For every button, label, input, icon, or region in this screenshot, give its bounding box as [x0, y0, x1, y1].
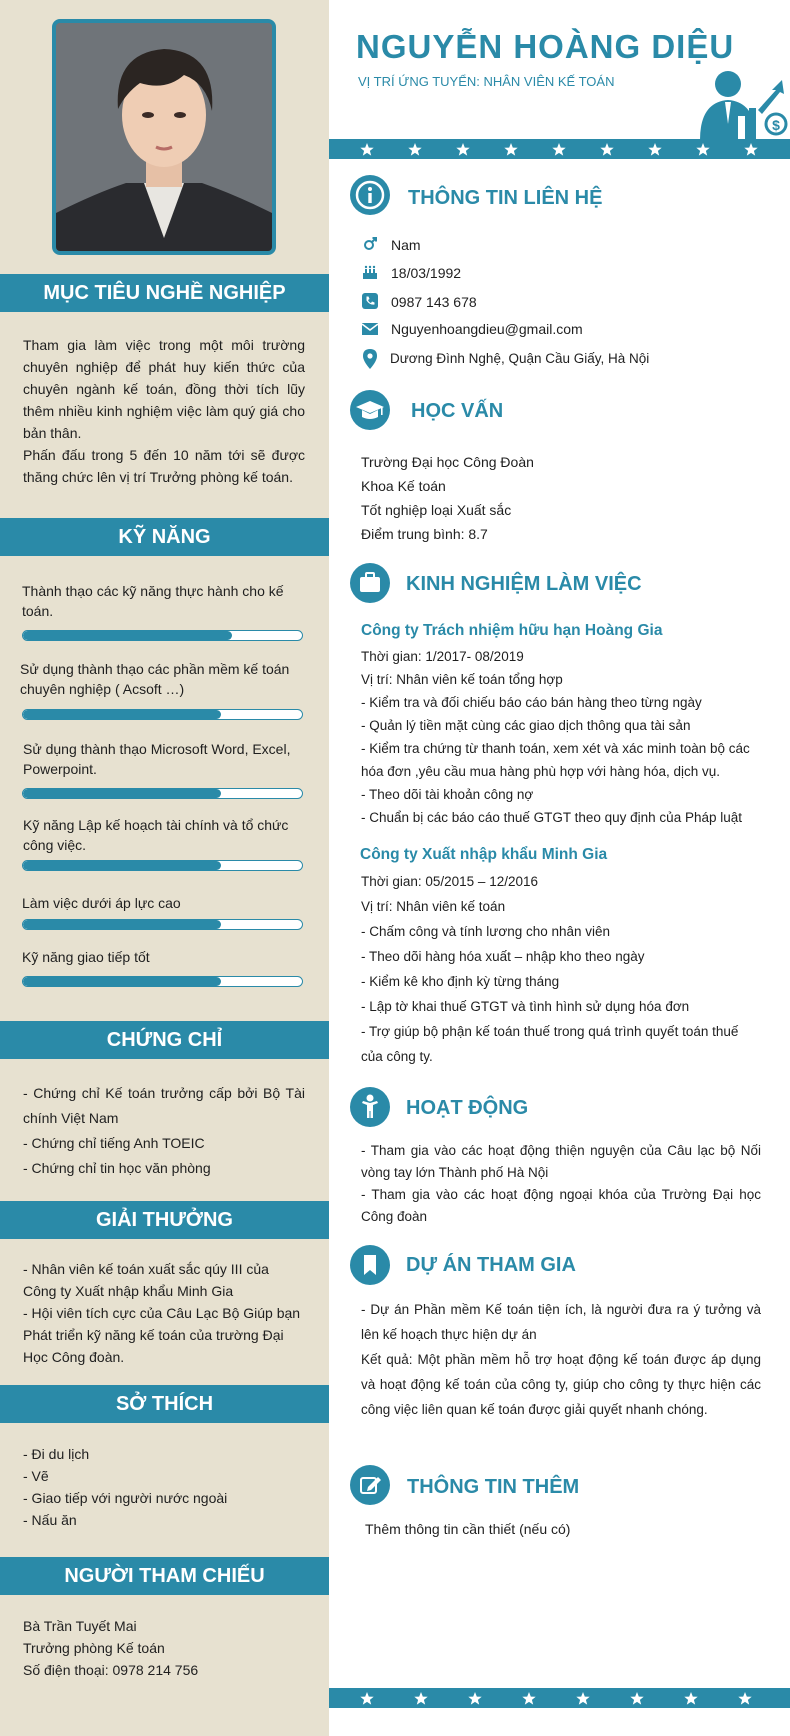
objective-heading: MỤC TIÊU NGHỀ NGHIỆP — [0, 274, 329, 312]
activities-heading: HOẠT ĐỘNG — [406, 1097, 529, 1119]
education-details — [361, 450, 761, 546]
education-line: Tốt nghiệp loại Xuất sắc — [361, 502, 512, 518]
svg-text:$: $ — [772, 117, 780, 133]
job-line: Thời gian: 05/2015 – 12/2016 — [361, 874, 538, 889]
skill-level-bar — [22, 860, 303, 871]
businessman-growth-icon — [698, 68, 790, 140]
star-icon — [738, 1692, 751, 1705]
star-row — [329, 1688, 790, 1708]
references-list — [23, 1615, 305, 1681]
star-icon — [414, 1692, 427, 1705]
activities-list — [361, 1140, 761, 1228]
job-line: - Trợ giúp bộ phận kế toán thuế trong quá trình quyết toán thuế của công ty. — [361, 1024, 739, 1064]
star-icon — [360, 143, 373, 156]
job-line: Vị trí: Nhân viên kế toán tổng hợp — [361, 672, 563, 687]
birthday-value: 18/03/1992 — [391, 265, 462, 281]
skill-level-bar — [22, 788, 303, 799]
skill-label: Sử dụng thành thạo Microsoft Word, Excel, Powerpoint. — [23, 741, 291, 777]
awards-list — [23, 1258, 305, 1368]
profile-photo — [52, 19, 276, 255]
info-icon — [350, 175, 390, 215]
job-line: - Lập tờ khai thuế GTGT và tình hình sử dụng hóa đơn — [361, 999, 690, 1014]
skill-level-fill — [23, 789, 221, 798]
star-icon — [684, 1692, 697, 1705]
education-heading: HỌC VẤN — [411, 400, 504, 422]
job-line: Vị trí: Nhân viên kế toán — [361, 899, 506, 914]
job-position: VỊ TRÍ ỨNG TUYỂN: NHÂN VIÊN KẾ TOÁN — [358, 74, 615, 89]
star-icon — [522, 1692, 535, 1705]
star-icon — [468, 1692, 481, 1705]
extra-info-text: Thêm thông tin cần thiết (nếu có) — [365, 1521, 571, 1537]
star-icon — [552, 143, 565, 156]
birthday-cake-icon — [362, 264, 378, 280]
skill-label: Làm việc dưới áp lực cao — [22, 895, 181, 911]
portrait-image — [56, 23, 272, 251]
objective-paragraph-1: Tham gia làm việc trong một môi trường chuyên nghiệp để phát huy kiến thức của chuyên ngành kế toán, đồng thời tích lũy thêm nhiều kinh nghiệm việc làm quý giá cho bản thân. — [23, 337, 305, 441]
job-details — [361, 645, 761, 829]
person-icon — [350, 1087, 390, 1127]
hobby-item: - Nấu ăn — [23, 1512, 77, 1528]
job-line: - Theo dõi hàng hóa xuất – nhập kho theo ngày — [361, 949, 645, 964]
bottom-star-band — [329, 1688, 790, 1708]
job-details — [361, 869, 761, 1069]
objective-text — [23, 334, 305, 488]
skill-level-bar — [22, 919, 303, 930]
candidate-name: NGUYỄN HOÀNG DIỆU — [356, 28, 735, 65]
awards-heading: GIẢI THƯỞNG — [0, 1201, 329, 1239]
star-icon — [600, 143, 613, 156]
education-line: Điểm trung bình: 8.7 — [361, 526, 488, 542]
job-line: - Kiểm kê kho định kỳ từng tháng — [361, 974, 560, 989]
skill-level-fill — [23, 631, 232, 640]
award-item: - Hội viên tích cực của Câu Lạc Bộ Giúp bạn Phát triển kỹ năng kế toán của trường Đại Học Công đoàn. — [23, 1305, 301, 1365]
certificates-list — [23, 1081, 305, 1181]
job-line: - Kiểm tra chứng từ thanh toán, xem xét và xác minh toàn bộ các hóa đơn ,yêu cầu mua hàng phù hợp với hàng hóa, dịch vụ. — [361, 741, 750, 779]
activity-item: - Tham gia vào các hoạt động ngoại khóa của Trường Đại học Công đoàn — [361, 1187, 761, 1224]
job-line: Thời gian: 1/2017- 08/2019 — [361, 649, 524, 664]
certificates-heading: CHỨNG CHỈ — [0, 1021, 329, 1059]
skill-level-fill — [23, 920, 221, 929]
job-line: - Chuẩn bị các báo cáo thuế GTGT theo quy định của Pháp luật — [361, 810, 742, 825]
star-icon — [456, 143, 469, 156]
hobbies-list — [23, 1443, 305, 1531]
gender-value: Nam — [391, 237, 421, 253]
star-icon — [360, 1692, 373, 1705]
references-heading: NGƯỜI THAM CHIẾU — [0, 1557, 329, 1595]
phone-value: 0987 143 678 — [391, 294, 477, 310]
certificate-item: - Chứng chỉ tiếng Anh TOEIC — [23, 1135, 205, 1151]
certificate-item: - Chứng chỉ Kế toán trưởng cấp bởi Bộ Tài chính Việt Nam — [23, 1085, 305, 1126]
skill-label: Sử dụng thành thạo các phần mềm kế toán chuyên nghiệp ( Acsoft …) — [20, 661, 290, 697]
hobby-item: - Giao tiếp với người nước ngoài — [23, 1490, 228, 1506]
skill-label: Kỹ năng Lập kế hoạch tài chính và tổ chức công việc. — [23, 817, 289, 853]
job-line: - Chấm công và tính lương cho nhân viên — [361, 924, 611, 939]
company-name: Công ty Xuất nhập khẩu Minh Gia — [360, 846, 608, 863]
phone-icon — [362, 293, 378, 309]
graduation-cap-icon — [350, 390, 390, 430]
skill-level-bar — [22, 709, 303, 720]
star-icon — [630, 1692, 643, 1705]
location-pin-icon — [362, 349, 378, 369]
activity-item: - Tham gia vào các hoạt động thiện nguyện của Câu lạc bộ Nối vòng tay lớn Thành phố Hà Nội — [361, 1143, 761, 1180]
projects-details — [361, 1297, 761, 1422]
job-line: - Theo dõi tài khoản công nợ — [361, 787, 534, 802]
objective-paragraph-2: Phấn đấu trong 5 đến 10 năm tới sẽ được thăng chức lên vị trí Trưởng phòng kế toán. — [23, 447, 305, 485]
email-value[interactable]: Nguyenhoangdieu@gmail.com — [391, 321, 583, 337]
skill-label: Kỹ năng giao tiếp tốt — [22, 949, 150, 965]
reference-line: Số điện thoại: 0978 214 756 — [23, 1662, 199, 1678]
hobby-item: - Vẽ — [23, 1468, 49, 1484]
projects-heading: DỰ ÁN THAM GIA — [406, 1254, 576, 1276]
star-icon — [696, 143, 709, 156]
project-result: Kết quả: Một phần mềm hỗ trợ hoạt động kế toán được áp dụng và hoạt động kế toán của công ty, giúp cho công ty thực hiện các công việc liên quan kế toán được giải quyết nhanh chóng. — [361, 1352, 761, 1417]
education-line: Khoa Kế toán — [361, 478, 446, 494]
star-row — [329, 139, 790, 159]
gender-icon — [362, 236, 378, 252]
contact-heading: THÔNG TIN LIÊN HỆ — [408, 187, 603, 209]
star-icon — [408, 143, 421, 156]
star-icon — [744, 143, 757, 156]
top-star-band — [329, 139, 790, 159]
reference-line: Trưởng phòng Kế toán — [23, 1640, 165, 1656]
bookmark-icon — [350, 1245, 390, 1285]
company-name: Công ty Trách nhiệm hữu hạn Hoàng Gia — [361, 622, 663, 639]
job-line: - Kiểm tra và đối chiếu báo cáo bán hàng theo từng ngày — [361, 695, 702, 710]
skill-level-bar — [22, 976, 303, 987]
experience-heading: KINH NGHIỆM LÀM VIỆC — [406, 573, 642, 595]
briefcase-icon — [350, 563, 390, 603]
skill-level-fill — [23, 710, 221, 719]
certificate-item: - Chứng chỉ tin học văn phòng — [23, 1160, 211, 1176]
skill-level-bar — [22, 630, 303, 641]
star-icon — [648, 143, 661, 156]
skill-level-fill — [23, 977, 221, 986]
skill-level-fill — [23, 861, 221, 870]
hobby-item: - Đi du lịch — [23, 1446, 90, 1462]
star-icon — [504, 143, 517, 156]
edit-icon — [350, 1465, 390, 1505]
star-icon — [576, 1692, 589, 1705]
education-line: Trường Đại học Công Đoàn — [361, 454, 534, 470]
award-item: - Nhân viên kế toán xuất sắc qúy III của Công ty Xuất nhập khẩu Minh Gia — [23, 1261, 269, 1299]
reference-line: Bà Trần Tuyết Mai — [23, 1618, 137, 1634]
job-line: - Quản lý tiền mặt cùng các giao dịch thông qua tài sản — [361, 718, 691, 733]
email-icon — [362, 321, 378, 337]
address-value: Dương Đình Nghệ, Quận Cầu Giấy, Hà Nội — [390, 351, 650, 366]
skill-label: Thành thạo các kỹ năng thực hành cho kế toán. — [22, 583, 284, 619]
skills-heading: KỸ NĂNG — [0, 518, 329, 556]
hobbies-heading: SỞ THÍCH — [0, 1385, 329, 1423]
project-description: - Dự án Phần mềm Kế toán tiện ích, là người đưa ra ý tưởng và lên kế hoạch thực hiện dự án — [361, 1302, 761, 1342]
extra-info-heading: THÔNG TIN THÊM — [407, 1476, 580, 1498]
